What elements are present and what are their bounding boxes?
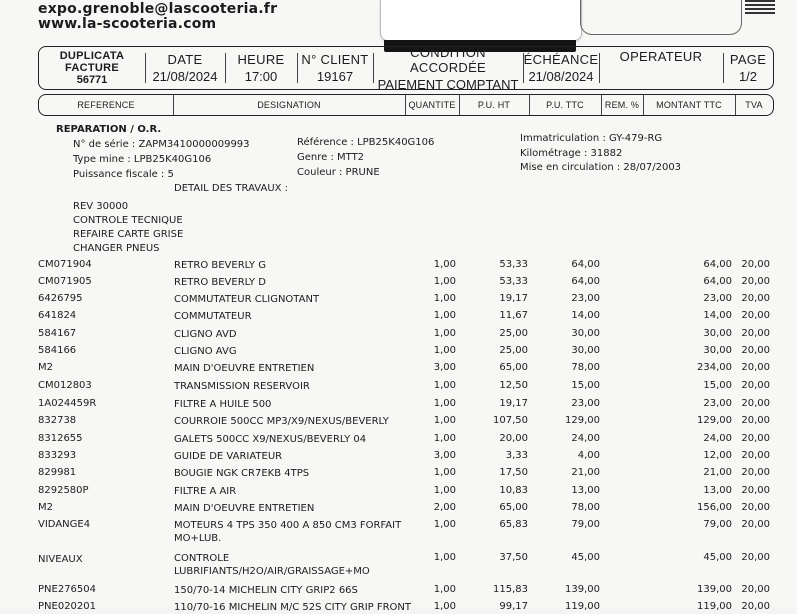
line-quantity: 1,00 [433, 310, 456, 321]
line-unit-price-ht: 65,83 [499, 519, 528, 530]
vehicle-color: Couleur : PRUNE [297, 167, 380, 178]
line-vat: 20,00 [741, 345, 770, 356]
line-reference: 584166 [38, 345, 77, 356]
type-mine: Type mine : LPB25K40G106 [73, 154, 212, 165]
line-reference: PNE020201 [38, 601, 97, 612]
line-unit-price-ht: 65,00 [499, 502, 528, 513]
line-unit-price-ttc: 129,00 [565, 415, 600, 426]
line-quantity: 3,00 [433, 362, 456, 373]
line-designation: 110/70-16 MICHELIN M/C 52S CITY GRIP FRONT [174, 602, 412, 613]
line-quantity: 1,00 [433, 276, 456, 287]
line-unit-price-ttc: 78,00 [571, 362, 600, 373]
line-amount-ttc: 79,00 [703, 519, 732, 530]
line-amount-ttc: 156,00 [697, 502, 732, 513]
line-unit-price-ht: 65,00 [499, 362, 528, 373]
repair-title: REPARATION / O.R. [56, 124, 162, 135]
line-vat: 20,00 [741, 380, 770, 391]
line-designation: GALETS 500CC X9/NEXUS/BEVERLY 04 [174, 434, 367, 445]
line-quantity: 1,00 [433, 433, 456, 444]
line-quantity: 1,00 [433, 380, 456, 391]
line-unit-price-ttc: 15,00 [571, 380, 600, 391]
line-vat: 20,00 [741, 467, 770, 478]
line-unit-price-ttc: 79,00 [571, 519, 600, 530]
line-amount-ttc: 21,00 [703, 467, 732, 478]
line-reference: 832738 [38, 415, 77, 426]
line-reference: 8292580P [38, 485, 89, 496]
line-amount-ttc: 30,00 [703, 328, 732, 339]
line-vat: 20,00 [741, 310, 770, 321]
col-montant-ttc: MONTANT TTC [656, 100, 722, 110]
line-unit-price-ttc: 119,00 [565, 601, 600, 612]
line-unit-price-ht: 25,00 [499, 328, 528, 339]
line-designation: MAIN D'OEUVRE ENTRETIEN [174, 503, 315, 514]
line-unit-price-ttc: 139,00 [565, 584, 600, 595]
line-unit-price-ttc: 23,00 [571, 398, 600, 409]
line-amount-ttc: 234,00 [697, 362, 732, 373]
col-remise: REM. % [604, 100, 640, 110]
line-designation: FILTRE A AIR [174, 486, 237, 497]
line-vat: 20,00 [741, 433, 770, 444]
line-reference: CM071904 [38, 259, 92, 270]
serial-number: N° de série : ZAPM3410000009993 [73, 139, 250, 150]
line-unit-price-ht: 3,33 [505, 450, 528, 461]
page-cell [723, 47, 773, 89]
mileage: Kilométrage : 31882 [520, 148, 623, 159]
line-vat: 20,00 [741, 450, 770, 461]
line-quantity: 1,00 [433, 398, 456, 409]
line-quantity: 1,00 [433, 552, 456, 563]
line-amount-ttc: 15,00 [703, 380, 732, 391]
line-unit-price-ttc: 21,00 [571, 467, 600, 478]
column-header [38, 94, 774, 116]
time-label: HEURE [237, 52, 285, 67]
line-reference: CM071905 [38, 276, 92, 287]
line-amount-ttc: 12,00 [703, 450, 732, 461]
line-quantity: 1,00 [433, 584, 456, 595]
line-unit-price-ttc: 64,00 [571, 276, 600, 287]
line-quantity: 1,00 [433, 467, 456, 478]
line-reference: 6426795 [38, 293, 83, 304]
line-designation: MOTEURS 4 TPS 350 400 A 850 CM3 FORFAIT MO+LUB. [174, 520, 402, 544]
line-reference: 833293 [38, 450, 77, 461]
doc-type-cell [39, 47, 145, 89]
operator-label: OPERATEUR [619, 49, 703, 64]
line-unit-price-ht: 115,83 [493, 584, 528, 595]
col-pu-ht: P.U. HT [477, 100, 511, 110]
line-quantity: 1,00 [433, 485, 456, 496]
registration: Immatriculation : GY-479-RG [520, 133, 663, 144]
line-vat: 20,00 [741, 415, 770, 426]
time-cell [225, 47, 297, 89]
line-designation: CLIGNO AVD [174, 329, 237, 340]
line-amount-ttc: 129,00 [697, 415, 732, 426]
line-designation: CONTROLE LUBRIFIANTS/H2O/AIR/GRAISSAGE+MO [174, 553, 370, 577]
line-designation: COMMUTATEUR CLIGNOTANT [174, 294, 320, 305]
line-unit-price-ttc: 78,00 [571, 502, 600, 513]
time-value: 17:00 [244, 69, 278, 84]
line-amount-ttc: 30,00 [703, 345, 732, 356]
line-vat: 20,00 [741, 601, 770, 612]
line-designation: COMMUTATEUR [174, 311, 252, 322]
line-unit-price-ttc: 24,00 [571, 433, 600, 444]
date-value: 21/08/2024 [152, 69, 218, 84]
col-tva: TVA [745, 100, 763, 110]
line-reference: M2 [38, 362, 53, 373]
col-reference: REFERENCE [77, 100, 135, 110]
line-quantity: 1,00 [433, 345, 456, 356]
first-registration: Mise en circulation : 28/07/2003 [520, 162, 682, 173]
line-quantity: 1,00 [433, 519, 456, 530]
line-quantity: 1,00 [433, 601, 456, 612]
contact-email: expo.grenoble@lascooteria.fr [38, 1, 278, 17]
line-vat: 20,00 [741, 328, 770, 339]
line-vat: 20,00 [741, 259, 770, 270]
work-detail-line: REV 30000 [73, 201, 129, 212]
due-label: ÉCHÉANCE [523, 52, 599, 67]
line-unit-price-ht: 53,33 [499, 276, 528, 287]
line-designation: RETRO BEVERLY G [174, 260, 266, 271]
line-amount-ttc: 23,00 [703, 293, 732, 304]
line-unit-price-ttc: 14,00 [571, 310, 600, 321]
line-reference: VIDANGE4 [38, 519, 91, 530]
line-designation: CLIGNO AVG [174, 346, 237, 357]
line-vat: 20,00 [741, 502, 770, 513]
line-designation: 150/70-14 MICHELIN CITY GRIP2 66S [174, 585, 358, 596]
line-unit-price-ht: 107,50 [493, 415, 528, 426]
client-cell [297, 47, 373, 89]
line-quantity: 1,00 [433, 328, 456, 339]
line-reference: NIVEAUX [38, 554, 83, 565]
work-detail-line: CHANGER PNEUS [73, 243, 160, 254]
work-detail-line: REFAIRE CARTE GRISE [73, 229, 184, 240]
line-amount-ttc: 45,00 [703, 552, 732, 563]
line-reference: M2 [38, 502, 53, 513]
date-cell [145, 47, 225, 89]
condition-value: PAIEMENT COMPTANT [377, 76, 519, 92]
contact-website: www.la-scooteria.com [38, 16, 217, 32]
line-unit-price-ht: 25,00 [499, 345, 528, 356]
line-designation: COURROIE 500CC MP3/X9/NEXUS/BEVERLY [174, 416, 389, 427]
work-details-title: DETAIL DES TRAVAUX : [174, 183, 289, 194]
line-unit-price-ht: 99,17 [499, 601, 528, 612]
client-value: 19167 [316, 69, 354, 84]
line-unit-price-ttc: 4,00 [577, 450, 600, 461]
line-unit-price-ttc: 64,00 [571, 259, 600, 270]
line-vat: 20,00 [741, 552, 770, 563]
line-designation: FILTRE A HUILE 500 [174, 399, 272, 410]
line-amount-ttc: 13,00 [703, 485, 732, 496]
line-unit-price-ht: 37,50 [499, 552, 528, 563]
line-reference: 584167 [38, 328, 77, 339]
line-vat: 20,00 [741, 485, 770, 496]
condition-cell [373, 44, 523, 92]
line-amount-ttc: 119,00 [697, 601, 732, 612]
due-value: 21/08/2024 [528, 69, 594, 84]
line-unit-price-ht: 10,83 [499, 485, 528, 496]
col-pu-ttc: P.U. TTC [546, 100, 584, 110]
col-designation: DESIGNATION [257, 100, 321, 110]
line-reference: PNE276504 [38, 584, 97, 595]
vehicle-reference: Référence : LPB25K40G106 [297, 137, 435, 148]
line-designation: RETRO BEVERLY D [174, 277, 266, 288]
line-amount-ttc: 23,00 [703, 398, 732, 409]
line-designation: TRANSMISSION RESERVOIR [174, 381, 310, 392]
line-quantity: 3,00 [433, 450, 456, 461]
invoice-number: 56771 [76, 74, 108, 86]
line-designation: MAIN D'OEUVRE ENTRETIEN [174, 363, 315, 374]
line-vat: 20,00 [741, 584, 770, 595]
client-label: N° CLIENT [301, 52, 369, 67]
line-unit-price-ht: 19,17 [499, 293, 528, 304]
vehicle-genre: Genre : MTT2 [297, 152, 365, 163]
line-quantity: 1,00 [433, 293, 456, 304]
page-value: 1/2 [738, 69, 758, 84]
doc-type-1: DUPLICATA [59, 50, 125, 62]
date-label: DATE [167, 52, 203, 67]
invoice-header [38, 46, 774, 90]
line-unit-price-ttc: 13,00 [571, 485, 600, 496]
line-quantity: 2,00 [433, 502, 456, 513]
line-vat: 20,00 [741, 293, 770, 304]
line-reference: 8312655 [38, 433, 83, 444]
line-vat: 20,00 [741, 362, 770, 373]
col-quantite: QUANTITE [408, 100, 456, 110]
line-unit-price-ht: 19,17 [499, 398, 528, 409]
line-vat: 20,00 [741, 398, 770, 409]
barcode-stripe [745, 0, 775, 14]
line-quantity: 1,00 [433, 415, 456, 426]
line-amount-ttc: 139,00 [697, 584, 732, 595]
line-amount-ttc: 64,00 [703, 276, 732, 287]
work-detail-line: CONTROLE TECNIQUE [73, 215, 183, 226]
line-amount-ttc: 64,00 [703, 259, 732, 270]
line-reference: CM012803 [38, 380, 92, 391]
line-amount-ttc: 24,00 [703, 433, 732, 444]
address-window [380, 0, 582, 41]
line-unit-price-ht: 12,50 [499, 380, 528, 391]
fiscal-power: Puissance fiscale : 5 [73, 169, 174, 180]
line-reference: 829981 [38, 467, 77, 478]
line-quantity: 1,00 [433, 259, 456, 270]
line-unit-price-ht: 20,00 [499, 433, 528, 444]
line-unit-price-ttc: 30,00 [571, 345, 600, 356]
line-unit-price-ttc: 45,00 [571, 552, 600, 563]
line-unit-price-ht: 53,33 [499, 259, 528, 270]
condition-label: CONDITION ACCORDÉE [409, 44, 487, 75]
line-reference: 641824 [38, 310, 77, 321]
top-frame [580, 0, 742, 35]
line-unit-price-ht: 11,67 [499, 310, 528, 321]
line-unit-price-ttc: 23,00 [571, 293, 600, 304]
line-unit-price-ttc: 30,00 [571, 328, 600, 339]
doc-type-2: FACTURE [64, 62, 120, 74]
line-vat: 20,00 [741, 276, 770, 287]
line-designation: GUIDE DE VARIATEUR [174, 451, 283, 462]
line-reference: 1A024459R [38, 398, 97, 409]
line-vat: 20,00 [741, 519, 770, 530]
due-cell [523, 47, 599, 89]
operator-cell [599, 47, 723, 89]
line-unit-price-ht: 17,50 [499, 467, 528, 478]
line-designation: BOUGIE NGK CR7EKB 4TPS [174, 468, 310, 479]
page-label: PAGE [729, 52, 767, 67]
line-amount-ttc: 14,00 [703, 310, 732, 321]
